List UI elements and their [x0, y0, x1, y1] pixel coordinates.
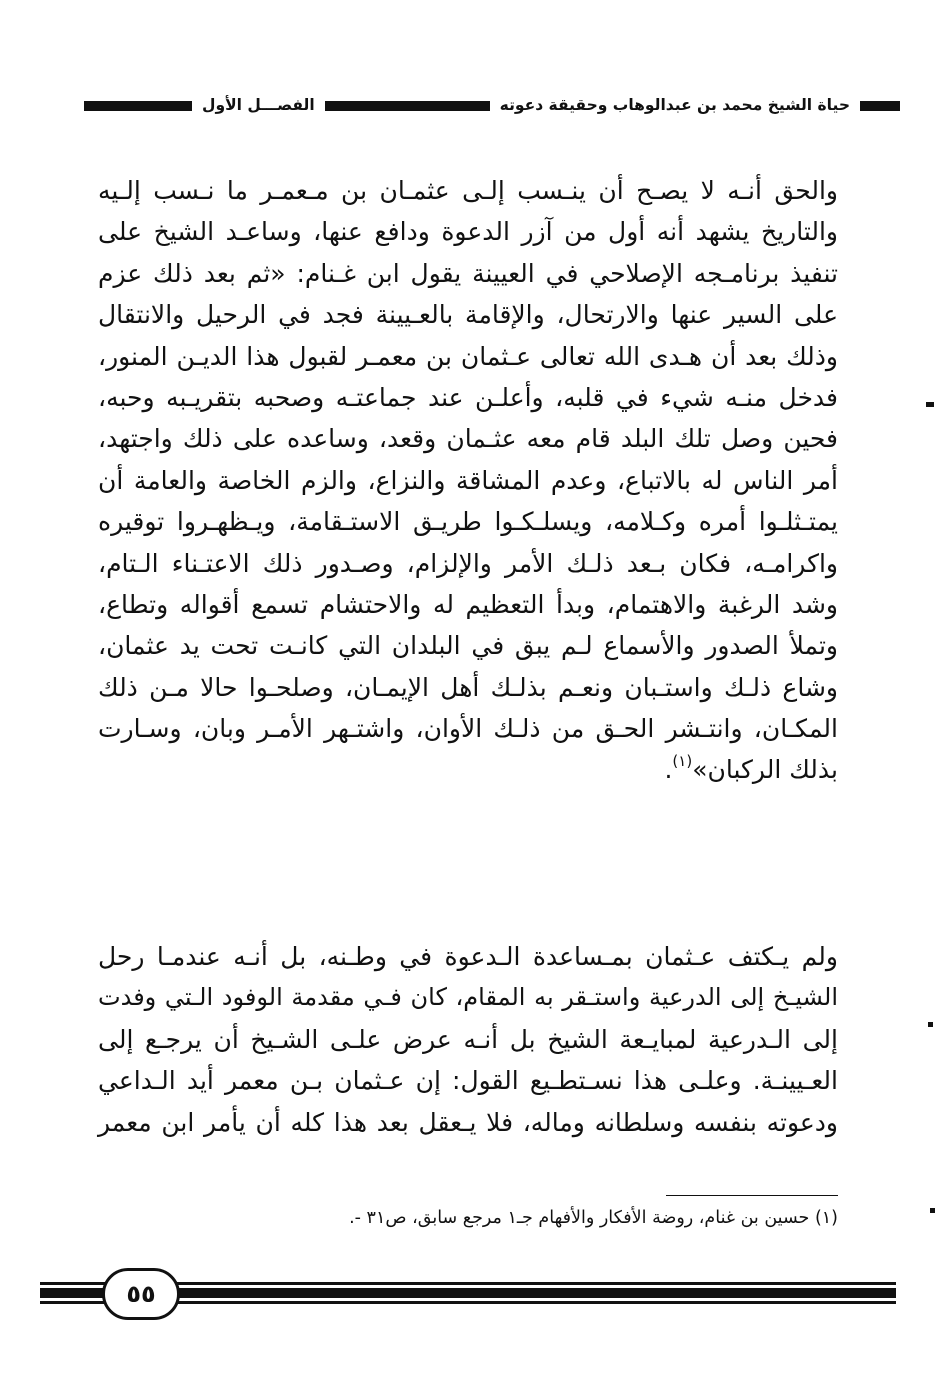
text-line: وشد الرغبة والاهتمام، وبدأ التعظيم له والاحتشام تسمع أقواله وتطاع،: [98, 589, 838, 619]
text-line: بذلك الركبان»: [692, 755, 838, 785]
paragraph-1: [98, 170, 838, 791]
header-rule: [860, 101, 900, 111]
text-line: العـيينـة. وعلـى هذا نسـتطـيع القول: إن عـثمان بـن معمر أيد الـداعي: [98, 1066, 838, 1096]
footnote-separator: [666, 1195, 838, 1196]
text-line: وشاع ذلـك واستـبان ونعـم بذلـك أهل الإيمـان، وصلحـوا حالا مـن ذلك: [98, 672, 838, 702]
running-header: [48, 88, 900, 124]
footnote: (١) حسين بن غنام، روضة الأفكار والأفهام جـ١ مرجع سابق، ص٣١ -.: [349, 1208, 838, 1228]
text-line: الشيـخ إلى الدرعية واستـقر به المقام، كان فـي مقدمة الوفود الـتي وفدت: [98, 983, 838, 1012]
paragraph-2: [98, 936, 838, 1143]
text-line: ولم يـكتف عـثمان بمـساعدة الـدعوة في وطـنه، بل أنـه عندمـا رحل: [98, 942, 838, 971]
text-line: فدخل منـه شيء في قلبه، وأعلـن عند جماعتـه وصحبه بتقريـبه وحبه،: [98, 382, 838, 412]
text-line: ودعوته بنفسه وسلطانه وماله، فلا يـعقل بعد هذا كله أن يأمر ابن معمر: [98, 1107, 838, 1137]
chapter-title: الفصـــل الأول: [202, 96, 315, 115]
scan-speck: [926, 402, 934, 407]
text-line: فحين وصل تلك البلد قام معه عثـمان وقعد، وساعده على ذلك واجتهد،: [98, 424, 838, 454]
book-title: حياة الشيخ محمد بن عبدالوهاب وحقيقة دعوته: [499, 96, 850, 115]
sentence-end: .: [664, 755, 673, 785]
page-footer: [40, 1268, 896, 1318]
text-line: والحق أنـه لا يصـح أن ينـسب إلـى عثمـان بن مـعمـر ما نـسب إلـيه: [98, 176, 838, 205]
text-line: إلى الـدرعية لمبايـعة الشيخ بل أنـه عرض علـى الشـيخ أن يرجـع إلى: [98, 1024, 838, 1054]
footnote-reference[interactable]: (١): [672, 752, 693, 771]
text-line: تنفيذ برنامـجه الإصلاحي في العيينة يقول ابن غـنام: «ثم بعد ذلك عزم: [98, 258, 838, 288]
scan-speck: [928, 1022, 933, 1027]
header-rule: [84, 101, 192, 111]
text-line: واكرامـه، فكان بـعد ذلـك الأمر والإلزام، وصـدور ذلك الاعتـناء الـتام،: [98, 548, 838, 578]
text-line: يمتـثلـوا أمره وكـلامه، ويسلـكـوا طريـق الاستـقامة، ويـظهـروا توقيره: [98, 507, 838, 537]
text-line-last: [98, 749, 838, 790]
text-line: المكـان، وانتـشر الحـق من ذلـك الأوان، واشتـهر الأمـر وبان، وسـارت: [98, 714, 838, 744]
text-line: وذلك بعد أن هـدى الله تعالى عـثمان بن معمـر لقبول هذا الديـن المنور،: [98, 341, 838, 371]
header-rule: [325, 101, 490, 111]
page-number: ٥٥: [102, 1268, 180, 1320]
text-line: والتاريخ يشهد أنه أول من آزر الدعوة ودافع عنها، وساعـد الشيخ على: [98, 217, 838, 247]
scan-speck: [930, 1208, 935, 1213]
text-line: أمر الناس له بالاتباع، وعدم المشاقة والنزاع، والزم الخاصة والعامة أن: [98, 465, 838, 495]
text-line: على السير عنها والارتحال، والإقامة بالعـيينة فجد في الرحيل والانتقال: [98, 300, 838, 330]
text-line: وتملأ الصدور والأسماع لـم يبق في البلدان التي كانـت تحت يد عثمان،: [98, 631, 838, 661]
